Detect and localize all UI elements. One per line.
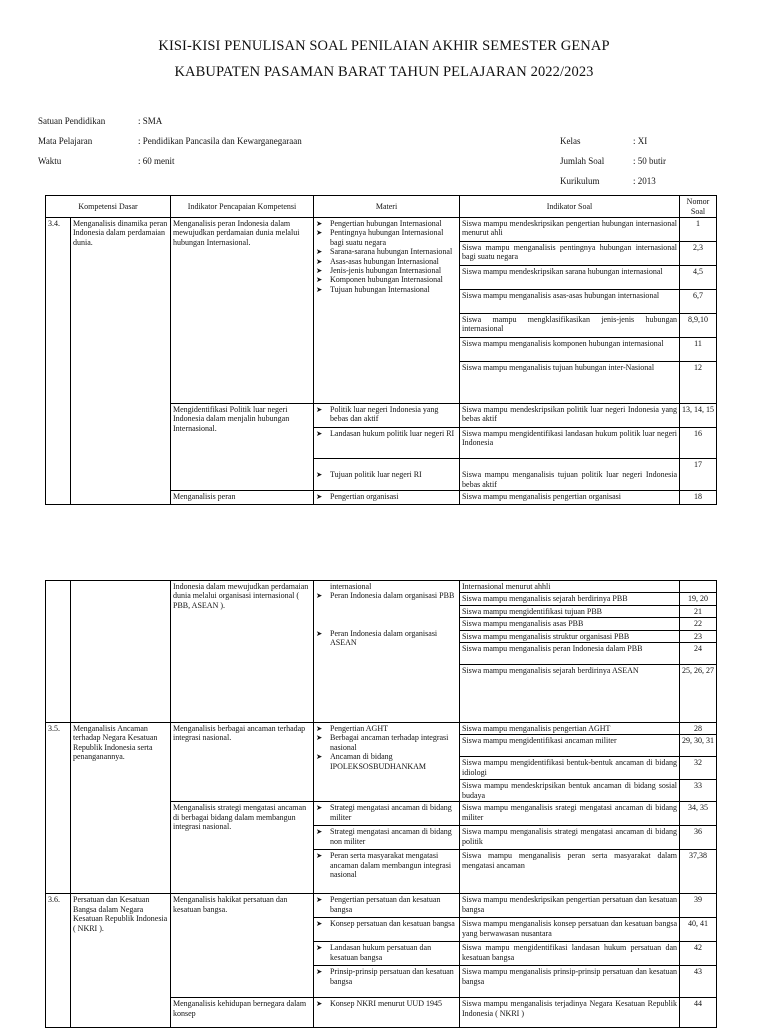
materi-item: ➤ Pengertian persatuan dan kesatuan bangsa	[316, 895, 457, 914]
materi-item: ➤ Konsep persatuan dan kesatuan bangsa	[316, 919, 457, 928]
materi-cell	[314, 723, 460, 802]
materi-item: ➤ Peran Indonesia dalam organisasi PBB	[316, 591, 457, 600]
mapel-value: : Pendidikan Pancasila dan Kewarganegaraan	[138, 136, 302, 146]
materi-item: ➤ Pengertian organisasi	[316, 492, 457, 501]
indikator-soal: Siswa mampu menganalisis tujuan hubungan inter-Nasional	[460, 362, 680, 404]
materi-cell	[314, 428, 460, 459]
materi-item: ➤ Ancaman di bidang IPOLEKSOSBUDHANKAM	[316, 752, 457, 771]
indikator-soal: Siswa mampu mendeskripsikan politik luar negeri Indonesia yang bebas aktif	[460, 404, 680, 428]
nomor-soal: 17	[680, 459, 717, 491]
materi-item: ➤ Jenis-jenis hubungan Internasional	[316, 266, 457, 275]
materi-item: ➤ Strategi mengatasi ancaman di bidang non militer	[316, 827, 457, 846]
materi-item: ➤ Pengertian hubungan Internasional	[316, 219, 457, 228]
materi-cell	[314, 894, 460, 918]
nomor-soal: 19, 20	[680, 593, 717, 605]
materi-cell	[314, 850, 460, 894]
materi-cell	[314, 218, 460, 404]
waktu-label: Waktu	[38, 156, 62, 166]
nomor-soal: 36	[680, 826, 717, 850]
ipk-text: Indonesia dalam mewujudkan perdamaian dunia melalui organisasi internasional ( PBB, ASEAN ).	[171, 581, 314, 723]
ipk-text: Menganalisis peran	[171, 491, 314, 505]
jumlah-soal-label: Jumlah Soal	[560, 156, 605, 166]
indikator-soal: Siswa mampu mengidentifikasi landasan hukum persatuan dan kesatuan bangsa	[460, 942, 680, 966]
materi-item: ➤ Konsep NKRI menurut UUD 1945	[316, 999, 457, 1008]
indikator-soal: Siswa mampu menganalisis sejarah berdirinya PBB	[460, 593, 680, 605]
nomor-soal: 40, 41	[680, 918, 717, 942]
materi-item: ➤ Sarana-sarana hubungan Internasional	[316, 247, 457, 256]
satuan-value: : SMA	[138, 116, 163, 126]
indikator-soal: Siswa mampu menganalisis sejarah berdirinya ASEAN	[460, 665, 680, 723]
nomor-soal: 37,38	[680, 850, 717, 894]
indikator-soal: Siswa mampu mendeskripsikan pengertian hubungan internasional menurut ahli	[460, 218, 680, 242]
nomor-soal: 43	[680, 966, 717, 998]
indikator-soal: Siswa mampu menganalisis asas PBB	[460, 618, 680, 630]
document-title-line-1: KISI-KISI PENULISAN SOAL PENILAIAN AKHIR SEMESTER GENAP	[158, 38, 610, 54]
nomor-soal: 44	[680, 998, 717, 1028]
nomor-soal: 11	[680, 338, 717, 362]
kelas-label: Kelas	[560, 136, 581, 146]
materi-list	[316, 591, 457, 600]
materi-item: ➤ Tujuan politik luar negeri RI	[316, 470, 457, 479]
indikator-soal: Siswa mampu menganalisis struktur organisasi PBB	[460, 630, 680, 642]
nomor-soal: 28	[680, 723, 717, 735]
header-nomor-soal: Nomor Soal	[680, 196, 717, 218]
kd-text: Menganalisis Ancaman terhadap Negara Kesatuan Republik Indonesia serta penanganannya.	[71, 723, 171, 894]
indikator-soal: Siswa mampu menganalisis prinsip-prinsip persatuan dan kesatuan bangsa	[460, 966, 680, 998]
nomor-soal: 32	[680, 757, 717, 780]
nomor-soal: 13, 14, 15	[680, 404, 717, 428]
materi-item: ➤ Asas-asas hubungan Internasional	[316, 257, 457, 266]
indikator-soal: Siswa mampu menganalisis strategi mengatasi ancaman di bidang politik	[460, 826, 680, 850]
materi-list	[316, 629, 457, 648]
indikator-soal: Siswa mampu menganalisis konsep persatuan dan kesatuan bangsa yang berwawasan nusantara	[460, 918, 680, 942]
indikator-soal: Siswa mampu menganalisis tujuan politik luar negeri Indonesia bebas aktif	[460, 459, 680, 491]
kd-number: 3.6.	[46, 894, 71, 1028]
table-header-row	[46, 196, 717, 218]
nomor-soal: 21	[680, 605, 717, 617]
indikator-soal: Siswa mampu mengidentifikasi tujuan PBB	[460, 605, 680, 617]
indikator-soal: Siswa mampu menganalisis peran Indonesia dalam PBB	[460, 643, 680, 665]
materi-item: ➤ Peran serta masyarakat mengatasi ancaman dalam membangun integrasi nasional	[316, 851, 457, 879]
materi-item: ➤ Pentingnya hubungan Internasional bagi suatu negara	[316, 228, 457, 247]
materi-item: ➤ Berbagai ancaman terhadap integrasi nasional	[316, 733, 457, 752]
mapel-label: Mata Pelajaran	[38, 136, 93, 146]
materi-item: ➤ Pengertian AGHT	[316, 724, 457, 733]
materi-cell	[314, 826, 460, 850]
ipk-text: Menganalisis kehidupan bernegara dalam konsep	[171, 998, 314, 1028]
indikator-soal: Siswa mampu menganalisis peran serta masyarakat dalam mengatasi ancaman	[460, 850, 680, 894]
materi-cell	[314, 404, 460, 428]
kd-number-empty	[46, 581, 71, 723]
materi-cell	[314, 942, 460, 966]
kd-number: 3.5.	[46, 723, 71, 894]
materi-item: ➤ Prinsip-prinsip persatuan dan kesatuan bangsa	[316, 967, 457, 986]
kisi-kisi-table-page-2	[45, 580, 717, 1028]
materi-list	[316, 219, 457, 294]
ipk-text: Menganalisis strategi mengatasi ancaman di berbagai bidang dalam membangun integrasi nasional.	[171, 802, 314, 894]
kd-number: 3.4.	[46, 218, 71, 505]
indikator-soal: Siswa mampu menganalisis komponen hubungan internasional	[460, 338, 680, 362]
nomor-soal: 8,9,10	[680, 314, 717, 338]
nomor-soal: 4,5	[680, 266, 717, 290]
header-indikator-pencapaian: Indikator Pencapaian Kompetensi	[171, 196, 314, 218]
nomor-soal: 42	[680, 942, 717, 966]
table-row	[46, 218, 717, 242]
table-row	[46, 581, 717, 593]
kurikulum-value: : 2013	[633, 176, 656, 186]
materi-cell	[314, 998, 460, 1028]
nomor-soal: 23	[680, 630, 717, 642]
indikator-soal: Siswa mampu mendeskripsikan sarana hubungan internasional	[460, 266, 680, 290]
indikator-soal: Siswa mampu menganalisis terjadinya Negara Kesatuan Republik Indonesia ( NKRI )	[460, 998, 680, 1028]
header-kompetensi-dasar: Kompetensi Dasar	[46, 196, 171, 218]
kd-text-empty	[71, 581, 171, 723]
kd-text: Persatuan dan Kesatuan Bangsa dalam Negara Kesatuan Republik Indonesia ( NKRI ).	[71, 894, 171, 1028]
kelas-value: : XI	[633, 136, 648, 146]
ipk-text: Menganalisis peran Indonesia dalam mewujudkan perdamaian dunia melalui hubungan Internasional.	[171, 218, 314, 404]
nomor-soal: 16	[680, 428, 717, 459]
kd-text: Menganalisis dinamika peran Indonesia dalam perdamaian dunia.	[71, 218, 171, 505]
nomor-soal: 22	[680, 618, 717, 630]
indikator-soal: Siswa mampu menganalisis srategi mengatasi ancaman di bidang militer	[460, 802, 680, 826]
materi-item: ➤ Strategi mengatasi ancaman di bidang militer	[316, 803, 457, 822]
indikator-soal: Siswa mampu mengidentifikasi bentuk-bentuk ancaman di bidang idiologi	[460, 757, 680, 780]
ipk-text: Mengidentifikasi Politik luar negeri Indonesia dalam menjalin hubungan Internasional.	[171, 404, 314, 491]
header-materi: Materi	[314, 196, 460, 218]
nomor-soal: 34, 35	[680, 802, 717, 826]
indikator-soal: Siswa mampu menganalisis pentingnya hubungan internasional bagi suatu negara	[460, 242, 680, 266]
indikator-soal: Siswa mampu mengidentifikasi ancaman militer	[460, 735, 680, 757]
jumlah-soal-value: : 50 butir	[633, 156, 666, 166]
indikator-soal: Siswa mampu mendeskripsikan pengertian persatuan dan kesatuan bangsa	[460, 894, 680, 918]
materi-continuation: internasional	[330, 582, 372, 591]
materi-item: ➤ Politik luar negeri Indonesia yang bebas dan aktif	[316, 405, 457, 424]
table-row	[46, 723, 717, 735]
materi-cell	[314, 802, 460, 826]
satuan-label: Satuan Pendidikan	[38, 116, 106, 126]
nomor-soal: 33	[680, 780, 717, 802]
nomor-soal: 12	[680, 362, 717, 404]
materi-cell	[314, 966, 460, 998]
materi-item: ➤ Peran Indonesia dalam organisasi ASEAN	[316, 629, 457, 648]
nomor-soal: 25, 26, 27	[680, 665, 717, 723]
materi-item: ➤ Tujuan hubungan Internasional	[316, 285, 457, 294]
indikator-soal: Siswa mampu mengidentifikasi landasan hukum politik luar negeri Indonesia	[460, 428, 680, 459]
nomor-soal: 18	[680, 491, 717, 505]
indikator-soal: Internasional menurut ahhli	[460, 581, 680, 593]
materi-cell	[314, 491, 460, 505]
nomor-soal: 6,7	[680, 290, 717, 314]
nomor-soal: 24	[680, 643, 717, 665]
nomor-soal: 29, 30, 31	[680, 735, 717, 757]
nomor-soal: 39	[680, 894, 717, 918]
materi-cell	[314, 581, 460, 723]
kisi-kisi-table-page-1	[45, 195, 717, 505]
indikator-soal: Siswa mampu menganalisis asas-asas hubungan internasional	[460, 290, 680, 314]
nomor-soal	[680, 581, 717, 593]
kurikulum-label: Kurikulum	[560, 176, 600, 186]
indikator-soal: Siswa mampu mengklasifikasikan jenis-jenis hubungan internasional	[460, 314, 680, 338]
materi-item: ➤ Landasan hukum persatuan dan kesatuan bangsa	[316, 943, 457, 962]
materi-cell	[314, 459, 460, 491]
indikator-soal: Siswa mampu menganalisis pengertian AGHT	[460, 723, 680, 735]
ipk-text: Menganalisis berbagai ancaman terhadap integrasi nasional.	[171, 723, 314, 802]
indikator-soal: Siswa mampu menganalisis pengertian organisasi	[460, 491, 680, 505]
materi-cell	[314, 918, 460, 942]
nomor-soal: 2,3	[680, 242, 717, 266]
materi-item: ➤ Landasan hukum politik luar negeri RI	[316, 429, 457, 438]
document-title-line-2: KABUPATEN PASAMAN BARAT TAHUN PELAJARAN 2022/2023	[174, 64, 594, 80]
ipk-text: Menganalisis hakikat persatuan dan kesatuan bangsa.	[171, 894, 314, 998]
waktu-value: : 60 menit	[138, 156, 175, 166]
table-row	[46, 894, 717, 918]
indikator-soal: Siswa mampu mendeskripsikan bentuk ancaman di bidang sosial budaya	[460, 780, 680, 802]
header-indikator-soal: Indikator Soal	[460, 196, 680, 218]
materi-item: ➤ Komponen hubungan Internasional	[316, 275, 457, 284]
nomor-soal: 1	[680, 218, 717, 242]
materi-list	[316, 724, 457, 771]
